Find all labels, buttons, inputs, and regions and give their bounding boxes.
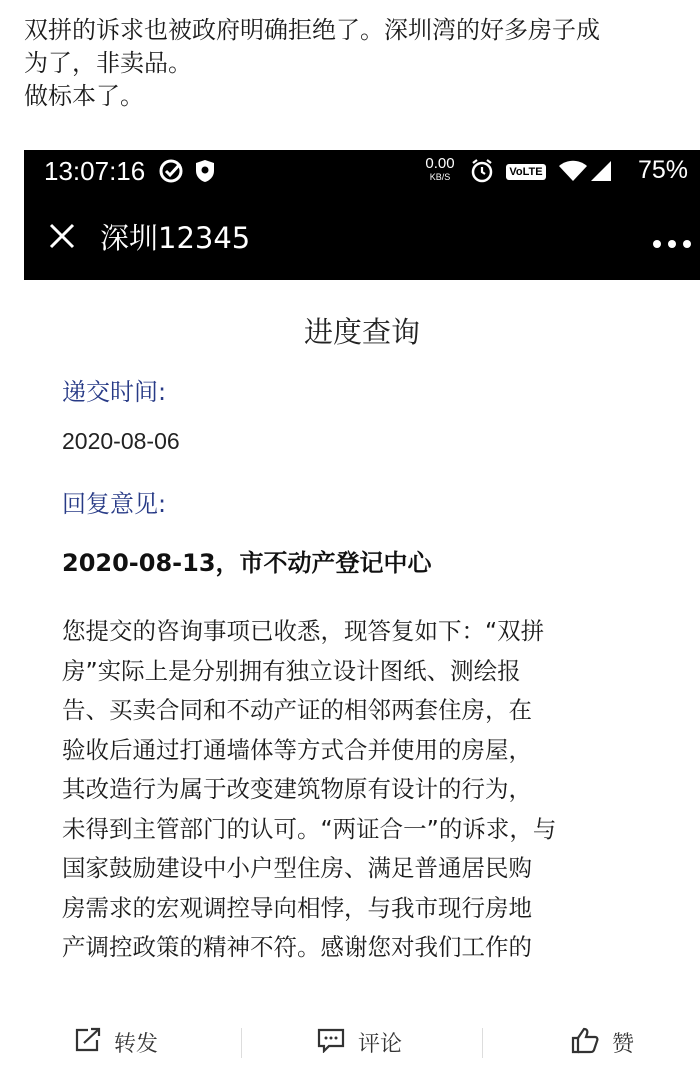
comment-button[interactable]	[316, 1010, 402, 1075]
post-line: 为了，非卖品。	[24, 49, 192, 77]
reply-line: 房需求的宏观调控导向相悖，与我市现行房地	[62, 893, 532, 922]
comment-icon	[316, 1027, 346, 1059]
divider	[241, 1028, 242, 1058]
wifi-icon	[558, 160, 588, 186]
share-label: 转发	[114, 1032, 159, 1057]
signal-icon	[590, 160, 612, 186]
post-line: 做标本了。	[24, 82, 144, 110]
reply-label: 回复意见:	[62, 490, 167, 518]
like-button[interactable]	[570, 1010, 634, 1075]
reply-line: 国家鼓励建设中小户型住房、满足普通居民购	[62, 854, 532, 882]
share-button[interactable]	[74, 1010, 158, 1075]
phone-screenshot	[24, 150, 700, 1075]
comment-label: 评论	[358, 1032, 403, 1057]
reply-line: 告、买卖合同和不动产证的相邻两套住房，在	[62, 696, 532, 724]
net-speed-unit: KB/S	[429, 172, 451, 182]
app-title: 深圳12345	[100, 221, 251, 255]
like-label: 赞	[612, 1032, 635, 1057]
reply-line: 其改造行为属于改变建筑物原有设计的行为，	[62, 775, 532, 803]
shield-icon	[194, 158, 216, 188]
action-bar	[24, 1010, 700, 1075]
reply-line: 房”实际上是分别拥有独立设计图纸、测绘报	[62, 656, 521, 685]
reply-body	[62, 612, 682, 968]
app-top-bar	[24, 150, 700, 280]
more-icon[interactable]	[652, 234, 692, 253]
net-speed-value: 0.00	[425, 155, 455, 172]
divider	[482, 1028, 483, 1058]
volte-badge: VoLTE	[506, 164, 546, 180]
status-bar	[24, 150, 700, 194]
post-text	[24, 14, 684, 113]
nav-bar	[24, 212, 700, 262]
net-speed	[424, 156, 456, 182]
post-line: 双拼的诉求也被政府明确拒绝了。深圳湾的好多房子成	[24, 16, 600, 44]
share-icon	[74, 1027, 102, 1059]
alarm-icon	[470, 158, 494, 188]
close-icon[interactable]	[48, 222, 76, 254]
battery-level: 75%	[637, 156, 688, 184]
check-circle-icon	[158, 158, 184, 188]
reply-header: 2020-08-13，市不动产登记中心	[62, 549, 432, 577]
reply-line: 产调控政策的精神不符。感谢您对我们工作的	[62, 933, 532, 961]
page-title: 进度查询	[303, 315, 420, 349]
reply-line: 您提交的咨询事项已收悉，现答复如下：“双拼	[62, 617, 545, 645]
submit-time-value: 2020-08-06	[62, 428, 180, 454]
thumbs-up-icon	[570, 1026, 600, 1060]
reply-line: 验收后通过打通墙体等方式合并使用的房屋，	[62, 735, 532, 764]
status-time: 13:07:16	[44, 156, 146, 186]
reply-line: 未得到主管部门的认可。“两证合一”的诉求，与	[62, 814, 557, 843]
submit-time-label: 递交时间:	[62, 378, 167, 406]
